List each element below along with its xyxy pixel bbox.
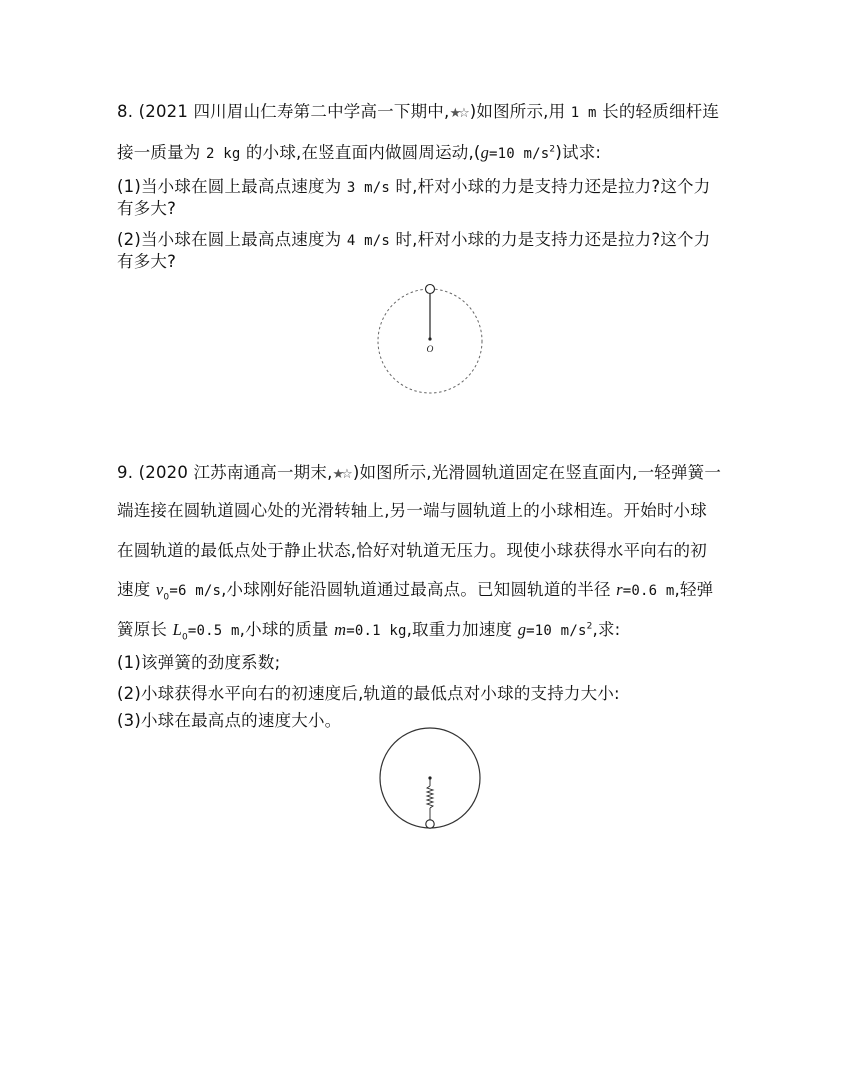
q9-r-symbol: r (616, 580, 623, 599)
q8-ball (426, 285, 435, 294)
q8-line-1: 8. (2021 四川眉山仁寿第二中学高一下期中,★☆ )如图所示,用 1 m 长的轻质细杆连 (117, 102, 720, 121)
q9-m-value: =0.1 kg (346, 623, 407, 639)
q8-part-2-cont: 有多大? (117, 252, 177, 271)
two-star-icon: ★☆ (449, 106, 467, 121)
q8-number: 8. (117, 102, 134, 121)
q8-center-point (428, 337, 431, 340)
q8-part1-speed: 3 m/s (346, 180, 390, 196)
q9-line-4: 速度 $v_0=6$ m/s,小球刚好能沿圆轨道通过最高点。已知圆轨道的半径 r=0.6 m,轻弹 (117, 580, 714, 603)
q9-v0-value: =6 m/s (169, 583, 222, 599)
q9-part-2: (2)小球获得水平向右的初速度后,轨道的最低点对小球的支持力大小: (117, 684, 620, 703)
q8-mass-value: 2 kg (205, 146, 241, 162)
q9-line-3: 在圆轨道的最低点处于静止状态,恰好对轨道无压力。现使小球获得水平向右的初 (117, 541, 707, 560)
q8-length-value: 1 m (570, 105, 597, 121)
q9-v0-symbol: v (155, 580, 164, 599)
q9-part-3: (3)小球在最高点的速度大小。 (117, 711, 342, 730)
q9-m-symbol: m (334, 620, 347, 639)
q9-source: (2020 江苏南通高一期末, (138, 463, 333, 482)
q8-line-2: 接一质量为 2 kg 的小球,在竖直面内做圆周运动,(g=10 $m/s^2$)试求: (117, 143, 602, 162)
q9-line-2: 端连接在圆轨道圆心处的光滑转轴上,另一端与圆轨道上的小球相连。开始时小球 (117, 501, 707, 520)
q9-line-1: 9. (2020 江苏南通高一期末,★☆ )如图所示,光滑圆轨道固定在竖直面内,一轻弹簧一 (117, 463, 722, 482)
q9-spring (427, 786, 433, 808)
q8-part-1-cont: 有多大? (117, 199, 177, 218)
q8-part2-speed: 4 m/s (346, 233, 390, 249)
q8-part-2: (2)当小球在圆上最高点速度为 4 m/s 时,杆对小球的力是支持力还是拉力?这个力 (117, 230, 711, 249)
two-star-icon: ★☆ (332, 467, 350, 482)
q9-L0-symbol: L (172, 620, 182, 639)
q9-g-symbol: g (517, 620, 527, 639)
q9-figure (374, 724, 486, 836)
q9-line-5: 簧原长 $L_0=0.5$ m,小球的质量 m=0.1 kg,取重力加速度 g=10 $m/s^2$,求: (117, 620, 621, 643)
q9-r-value: =0.6 m (622, 583, 675, 599)
q8-figure (370, 278, 490, 400)
q9-ball (426, 820, 434, 828)
q9-L0-value: =0.5 m (187, 623, 240, 639)
q8-source: (2021 四川眉山仁寿第二中学高一下期中, (138, 102, 450, 121)
q8-g-symbol: g (480, 143, 490, 162)
q9-g-value: =10 m/s (526, 623, 587, 639)
q8-center-label: O (426, 345, 434, 355)
q8-g-value: =10 m/s (489, 146, 550, 162)
q9-number: 9. (117, 463, 134, 482)
q8-part-1: (1)当小球在圆上最高点速度为 3 m/s 时,杆对小球的力是支持力还是拉力?这个力 (117, 177, 711, 196)
q9-part-1: (1)该弹簧的劲度系数; (117, 653, 281, 672)
